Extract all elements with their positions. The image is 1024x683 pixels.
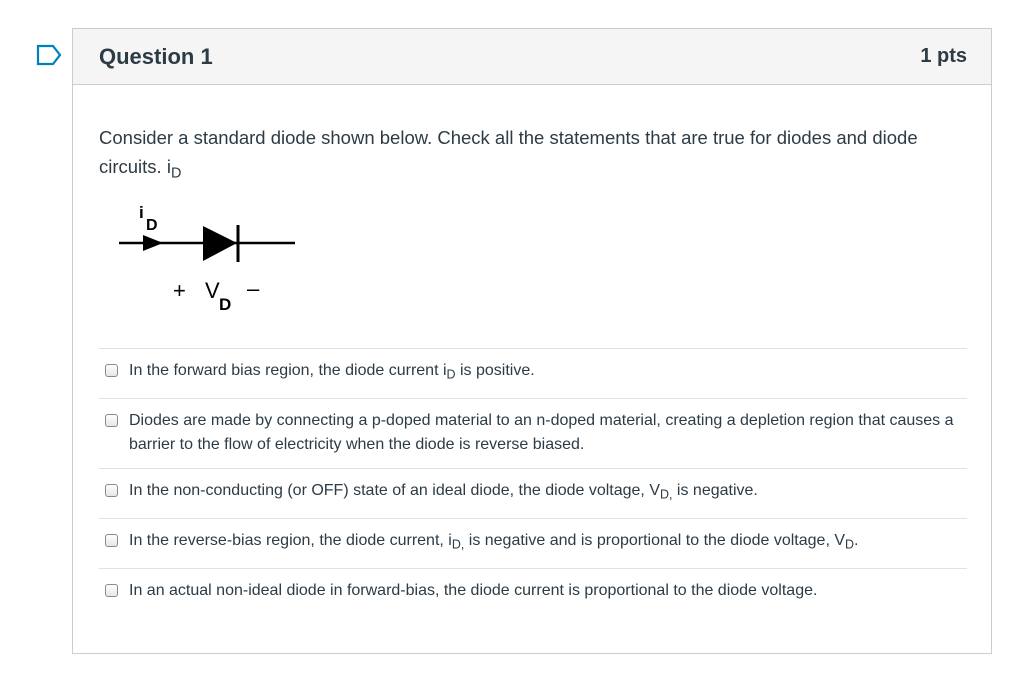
answer-text[interactable]: In the non-conducting (or OFF) state of an ideal diode, the diode voltage, $V_{D,}$ is negative. xyxy=(129,482,758,502)
answer-option[interactable] xyxy=(99,349,967,399)
answer-option[interactable] xyxy=(99,519,967,569)
voltage-minus: – xyxy=(247,276,260,302)
voltage-plus: + xyxy=(173,278,186,304)
question-points: 1 pts xyxy=(920,45,967,67)
answer-checkbox[interactable] xyxy=(105,364,118,377)
voltage-label-sub: D xyxy=(219,295,232,315)
question-title: Question 1 xyxy=(99,43,213,69)
answer-text[interactable]: Diodes are made by connecting a p-doped material to an n-doped material, creating a depletion region that causes a barrier to the flow of electricity when the diode is reverse biased. xyxy=(129,412,954,454)
voltage-label: V xyxy=(205,278,220,304)
answer-checkbox[interactable] xyxy=(105,414,118,427)
diode-triangle xyxy=(203,226,237,261)
answer-option[interactable] xyxy=(99,569,967,614)
answer-text[interactable]: In the reverse-bias region, the diode current, $i_{D,}$ is negative and is proportional to the diode voltage, $V_D$. xyxy=(129,531,859,552)
diode-diagram xyxy=(117,200,307,320)
question-header xyxy=(73,29,991,85)
answer-checkbox[interactable] xyxy=(105,584,118,597)
answer-checkbox[interactable] xyxy=(105,484,118,497)
bookmark-flag-icon[interactable] xyxy=(36,44,62,66)
current-label-sub: D xyxy=(146,217,158,235)
answer-option[interactable] xyxy=(99,469,967,519)
answer-text[interactable]: In an actual non-ideal diode in forward-bias, the diode current is proportional to the diode voltage. xyxy=(129,581,818,599)
question-prompt: Consider a standard diode shown below. Check all the statements that are true for diodes and diode circuits. $i_D$ xyxy=(99,127,918,182)
answer-text[interactable]: In the forward bias region, the diode current $i_D$ is positive. xyxy=(129,362,535,383)
current-label: i xyxy=(139,203,144,223)
answer-checkbox[interactable] xyxy=(105,534,118,547)
current-arrow xyxy=(143,235,163,251)
answer-option[interactable] xyxy=(99,399,967,469)
answer-list xyxy=(99,348,967,613)
question-card xyxy=(72,28,992,654)
question-body xyxy=(73,123,991,614)
